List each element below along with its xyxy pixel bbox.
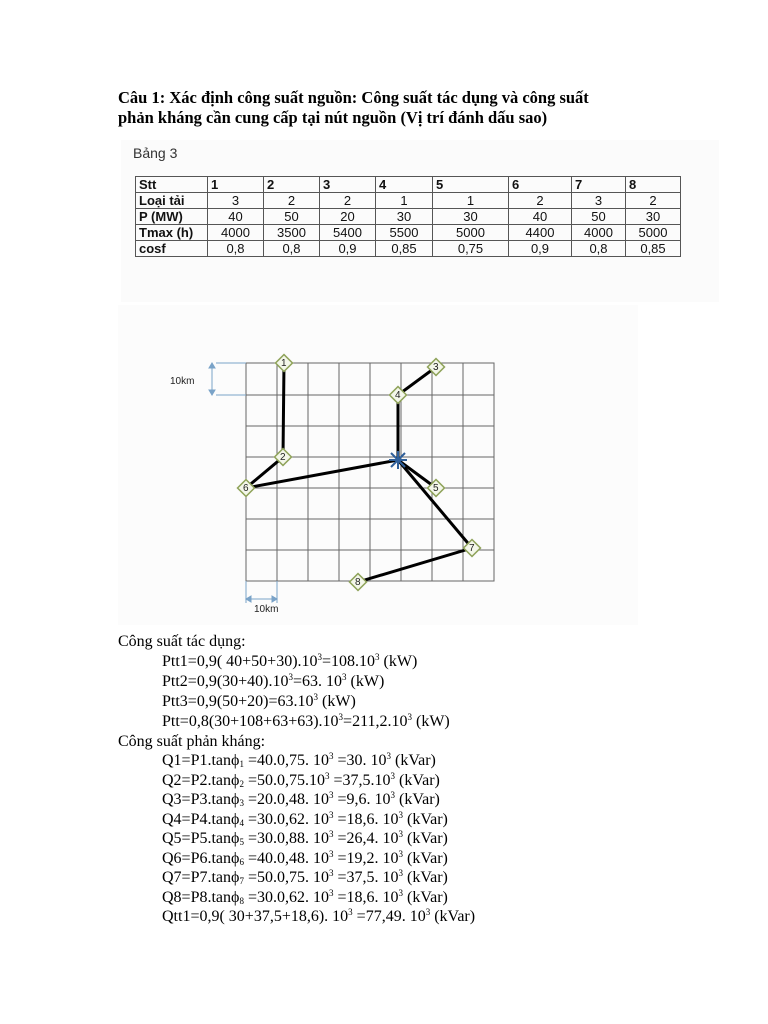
- formula-text: =20.0,48. 10: [243, 791, 329, 808]
- table-cell: 1: [376, 193, 433, 209]
- formula-unit: (kVar): [403, 850, 448, 867]
- reactive-power-heading: Công suất phản kháng:: [118, 733, 266, 750]
- reactive-power-line: [162, 829, 448, 849]
- table-cell: 50: [264, 209, 320, 225]
- formula-text: =18,6. 10: [333, 889, 399, 906]
- table-cell: 30: [626, 209, 681, 225]
- formula-exponent: 3: [328, 751, 334, 761]
- formula-text: =37,5.10: [329, 772, 391, 789]
- formula-exponent: 3: [398, 868, 404, 878]
- table-cell: 40: [509, 209, 572, 225]
- formula-unit: (kVar): [430, 908, 476, 925]
- node-label: 1: [281, 358, 287, 369]
- formula-text: Q8=P8.tanϕ: [162, 889, 240, 906]
- table-cell: 1: [433, 193, 509, 209]
- table-cell: 1: [208, 177, 264, 193]
- formula-exponent: 3: [324, 771, 330, 781]
- table-cell: 7: [572, 177, 626, 193]
- formula-text: Ptt2=0,9(30+40).10: [162, 673, 289, 690]
- formula-text: Ptt3=0,9(50+20)=63.10: [162, 693, 314, 710]
- formula-exponent: 3: [425, 907, 431, 917]
- table-cell: 5500: [376, 225, 433, 241]
- formula-text: =40.0,75. 10: [243, 752, 329, 769]
- table-cell: 3: [572, 193, 626, 209]
- scale-label-horizontal: 10km: [254, 604, 279, 615]
- formula-subscript: 1: [239, 759, 244, 769]
- formula-exponent: 3: [407, 712, 412, 722]
- table-cell: 2: [509, 193, 572, 209]
- table-cell: 20: [320, 209, 376, 225]
- formula-exponent: 3: [328, 888, 334, 898]
- formula-text: =30.0,88. 10: [243, 830, 329, 847]
- heading-line-1: Câu 1: Xác định công suất nguồn: Công suất tác dụng và công suất: [118, 88, 589, 107]
- formula-exponent: 3: [398, 829, 404, 839]
- formula-exponent: 3: [342, 672, 347, 682]
- formula-text: Q7=P7.tanϕ: [162, 869, 240, 886]
- formula-exponent: 3: [398, 810, 404, 820]
- table-cell: 30: [433, 209, 509, 225]
- table-cell: 4000: [572, 225, 626, 241]
- table-cell: 2: [264, 193, 320, 209]
- active-power-line: [162, 692, 356, 712]
- formula-text: =77,49. 10: [352, 908, 426, 925]
- table-cell: 5000: [433, 225, 509, 241]
- node-label: 8: [355, 577, 361, 588]
- formula-text: Ptt1=0,9( 40+50+30).10: [162, 653, 318, 670]
- formula-exponent: 3: [398, 849, 404, 859]
- formula-unit: (kW): [318, 693, 356, 710]
- formula-text: =50.0,75.10: [243, 772, 325, 789]
- active-power-line: [162, 712, 450, 732]
- formula-exponent: 3: [288, 672, 293, 682]
- table-cell: 0,9: [320, 241, 376, 257]
- active-power-line: [162, 652, 417, 672]
- formula-exponent: 3: [317, 652, 323, 662]
- table-cell: 4: [376, 177, 433, 193]
- table-cell: 3500: [264, 225, 320, 241]
- heading-line-2: phản kháng cần cung cấp tại nút nguồn (Vị trí đánh dấu sao): [118, 108, 548, 127]
- table-cell: 2: [264, 177, 320, 193]
- table-cell: 5: [433, 177, 509, 193]
- formula-text: =108.10: [322, 653, 376, 670]
- reactive-power-line: [162, 888, 448, 908]
- formula-subscript: 2: [239, 779, 244, 789]
- table-cell: 2: [320, 193, 376, 209]
- formula-text: =63. 10: [293, 673, 343, 690]
- table-cell: 50: [572, 209, 626, 225]
- table-cell: 4000: [208, 225, 264, 241]
- formula-text: =30. 10: [333, 752, 387, 769]
- table-cell: 8: [626, 177, 681, 193]
- table-cell: 4400: [509, 225, 572, 241]
- table-row-tmax: [136, 225, 681, 241]
- formula-text: =40.0,48. 10: [243, 850, 329, 867]
- formula-unit: (kVar): [403, 889, 448, 906]
- source-star-icon: [389, 451, 407, 469]
- formula-exponent: 3: [328, 810, 334, 820]
- table-image: [121, 140, 719, 302]
- formula-text: Q3=P3.tanϕ: [162, 791, 240, 808]
- formula-exponent: 3: [398, 888, 404, 898]
- formula-unit: (kVar): [403, 830, 448, 847]
- formula-unit: (kW): [411, 713, 450, 730]
- table-cell: 2: [626, 193, 681, 209]
- question-heading: [118, 88, 678, 128]
- formula-exponent: 3: [390, 790, 396, 800]
- reactive-power-line: [162, 868, 448, 888]
- formula-text: Q6=P6.tanϕ: [162, 850, 240, 867]
- table-cell: 0,9: [509, 241, 572, 257]
- table-row-cosf: [136, 241, 681, 257]
- formula-unit: (kVar): [395, 791, 440, 808]
- formula-subscript: 3: [239, 798, 244, 808]
- table-title: Bảng 3: [133, 145, 178, 161]
- table-cell: 3: [208, 193, 264, 209]
- active-power-heading: Công suất tác dụng:: [118, 633, 246, 650]
- formula-text: =37,5. 10: [333, 869, 399, 886]
- table-row-power: [136, 209, 681, 225]
- formula-subscript: 5: [239, 837, 244, 847]
- node-label: 6: [243, 483, 249, 494]
- formula-text: =19,2. 10: [333, 850, 399, 867]
- table-cell: 0,8: [572, 241, 626, 257]
- table-cell: 0,85: [376, 241, 433, 257]
- node-label: 3: [433, 362, 439, 373]
- table-cell: 0,8: [264, 241, 320, 257]
- reactive-power-line: [162, 790, 440, 810]
- table-cell: 3: [320, 177, 376, 193]
- scale-label-vertical: 10km: [170, 376, 195, 387]
- formula-text: Ptt=0,8(30+108+63+63).10: [162, 713, 339, 730]
- formula-exponent: 3: [313, 692, 319, 702]
- formula-subscript: 4: [239, 818, 244, 828]
- node-label: 5: [433, 483, 439, 494]
- formula-unit: (kVar): [391, 752, 436, 769]
- formula-text: Qtt1=0,9( 30+37,5+18,6). 10: [162, 908, 349, 925]
- formula-unit: (kVar): [403, 869, 448, 886]
- formula-exponent: 3: [348, 907, 353, 917]
- reactive-power-line: [162, 771, 440, 791]
- load-data-table: [135, 176, 681, 257]
- row-label: Stt: [136, 177, 208, 193]
- row-label: Tmax (h): [136, 225, 208, 241]
- formula-exponent: 3: [328, 790, 334, 800]
- formula-text: Q1=P1.tanϕ: [162, 752, 240, 769]
- formula-text: =26,4. 10: [333, 830, 399, 847]
- formula-subscript: 6: [239, 857, 244, 867]
- formula-exponent: 3: [390, 771, 396, 781]
- table-cell: 0,75: [433, 241, 509, 257]
- node-label: 4: [395, 390, 401, 401]
- reactive-power-line: [162, 810, 448, 830]
- table-cell: 40: [208, 209, 264, 225]
- formula-text: =211,2.10: [343, 713, 408, 730]
- table-cell: 0,85: [626, 241, 681, 257]
- node-label: 2: [280, 452, 286, 463]
- formula-text: =30.0,62. 10: [243, 811, 329, 828]
- table-cell: 6: [509, 177, 572, 193]
- table-row-load-type: [136, 193, 681, 209]
- table-cell: 0,8: [208, 241, 264, 257]
- formula-text: Q4=P4.tanϕ: [162, 811, 240, 828]
- row-label: Loại tải: [136, 193, 208, 209]
- table-row-stt: [136, 177, 681, 193]
- formula-text: =9,6. 10: [333, 791, 391, 808]
- formula-exponent: 3: [338, 712, 344, 722]
- reactive-power-line: [162, 751, 436, 771]
- formula-unit: (kVar): [403, 811, 448, 828]
- formula-exponent: 3: [386, 751, 392, 761]
- formula-subscript: 7: [239, 876, 244, 886]
- formula-exponent: 3: [375, 652, 380, 662]
- formula-exponent: 3: [328, 849, 334, 859]
- active-power-line: [162, 672, 384, 692]
- formula-exponent: 3: [328, 868, 334, 878]
- formula-unit: (kW): [346, 673, 385, 690]
- formula-text: =18,6. 10: [333, 811, 399, 828]
- formula-unit: (kW): [379, 653, 418, 670]
- table-cell: 5000: [626, 225, 681, 241]
- table-cell: 5400: [320, 225, 376, 241]
- formula-unit: (kVar): [395, 772, 440, 789]
- formula-text: Q5=P5.tanϕ: [162, 830, 240, 847]
- formula-text: =50.0,75. 10: [243, 869, 329, 886]
- formula-text: =30.0,62. 10: [243, 889, 329, 906]
- network-diagram: [118, 305, 638, 625]
- formula-subscript: 8: [239, 896, 244, 906]
- row-label: cosf: [136, 241, 208, 257]
- reactive-power-line: [162, 849, 448, 869]
- table-cell: 30: [376, 209, 433, 225]
- formula-exponent: 3: [328, 829, 334, 839]
- row-label: P (MW): [136, 209, 208, 225]
- formula-text: Q2=P2.tanϕ: [162, 772, 240, 789]
- reactive-power-line: [162, 907, 475, 927]
- node-label: 7: [469, 543, 475, 554]
